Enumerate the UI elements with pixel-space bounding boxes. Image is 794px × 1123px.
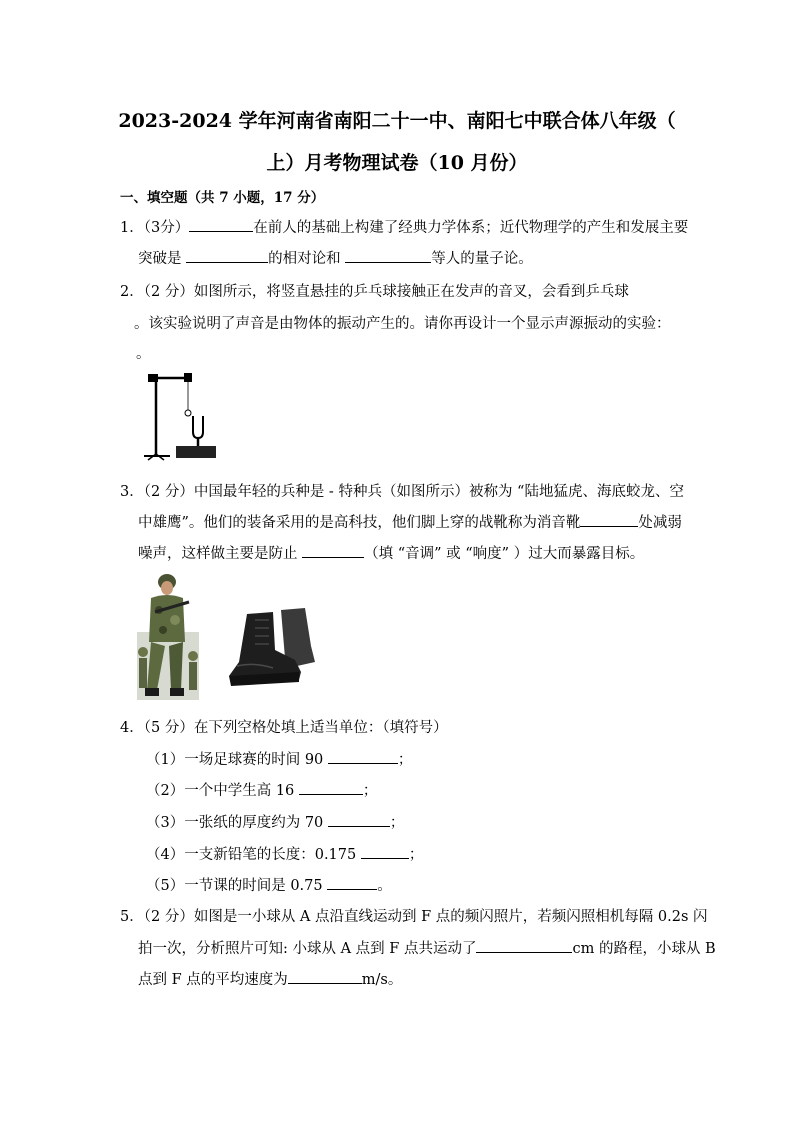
q3-text-3: 处减弱 <box>638 515 682 531</box>
q4-blank-1[interactable] <box>328 749 398 764</box>
q1-line1 <box>120 216 688 237</box>
q3-score: （2 分） <box>143 484 194 500</box>
q4-item-3 <box>146 811 404 832</box>
q5-text: 如图是一小球从 A 点沿直线运动到 F 点的频闪照片，若频闪照相机每隔 0.2s 闪 <box>193 909 708 925</box>
q4-blank-5[interactable] <box>327 875 377 890</box>
q5-blank-2[interactable] <box>288 969 362 984</box>
q1-number: 1． <box>120 220 144 236</box>
q4-text: 在下列空格处填上适当单位：（填符号） <box>193 720 448 736</box>
q4-item-end: ； <box>362 783 378 799</box>
q4-item-label: （2）一个中学生高 16 <box>146 783 299 799</box>
q4-item-1 <box>146 748 412 769</box>
q2-line1 <box>120 280 629 301</box>
q4-blank-3[interactable] <box>328 812 390 827</box>
combat-boot-photo <box>225 606 317 690</box>
q4-score: （5 分） <box>143 720 194 736</box>
q5-line2 <box>138 937 716 958</box>
q1-blank-1[interactable] <box>189 217 253 232</box>
page-title-line2: 上）月考物理试卷（10 月份） <box>266 152 528 174</box>
page-title-line1: 2023-2024 学年河南省南阳二十一中、南阳七中联合体八年级（ <box>118 110 676 132</box>
q5-line1 <box>120 905 708 926</box>
q1-blank-2[interactable] <box>186 248 268 263</box>
q4-number: 4． <box>120 720 144 736</box>
q4-blank-4[interactable] <box>361 844 409 859</box>
q3-text-4: 噪声，这样做主要是防止 <box>138 546 303 562</box>
tuning-fork-figure <box>140 366 220 466</box>
q3-line1 <box>120 480 684 501</box>
tuning-fork <box>193 416 203 438</box>
q5-text-4: 点到 F 点的平均速度为 <box>138 972 288 988</box>
q4-item-end: ； <box>389 815 405 831</box>
q1-line2 <box>138 247 533 268</box>
q4-item-label: （5）一节课的时间是 0.75 <box>146 878 328 894</box>
q3-blank-2[interactable] <box>302 543 364 558</box>
q4-line1 <box>120 716 448 737</box>
resonance-box <box>176 446 216 458</box>
q4-item-4 <box>146 843 423 864</box>
q5-score: （2 分） <box>143 909 194 925</box>
q4-item-label: （4）一支新铅笔的长度：0.175 <box>146 847 361 863</box>
q4-item-end: 。 <box>377 878 392 894</box>
section-heading: 一、填空题（共 7 小题，17 分） <box>120 190 325 206</box>
q2-number: 2． <box>120 284 144 300</box>
q4-item-end: ； <box>408 847 424 863</box>
q3-text-5: （填 “音调” 或 “响度” ）过大而暴露目标。 <box>364 546 645 562</box>
q3-text-2: 中雄鹰”。他们的装备采用的是高科技，他们脚上穿的战靴称为消音靴 <box>138 515 581 531</box>
q4-blank-2[interactable] <box>299 780 363 795</box>
q1-blank-3[interactable] <box>345 248 431 263</box>
q1-score: （3分） <box>143 220 190 236</box>
q5-text-3: cm 的路程，小球从 B <box>572 941 716 957</box>
q4-item-label: （1）一场足球赛的时间 90 <box>146 752 328 768</box>
q5-text-2: 拍一次，分析照片可知: 小球从 A 点到 F 点共运动了 <box>138 941 477 957</box>
q2-line3: 。 <box>136 346 151 362</box>
q4-item-5 <box>146 874 392 895</box>
q1-text-4: 等人的量子论。 <box>431 251 533 267</box>
q3-text: 中国最年轻的兵种是 - 特种兵（如图所示）被称为 “陆地猛虎、海底蛟龙、空 <box>193 484 684 500</box>
q4-item-2 <box>146 779 377 800</box>
q5-blank-1[interactable] <box>476 938 572 953</box>
special-forces-soldier-photo <box>137 572 199 700</box>
q2-text: 如图所示，将竖直悬挂的乒乓球接触正在发声的音叉，会看到乒乓球 <box>193 284 629 300</box>
q1-text-2: 突破是 <box>138 251 187 267</box>
q1-text: 在前人的基础上构建了经典力学体系；近代物理学的产生和发展主要 <box>253 220 689 236</box>
q3-blank-1[interactable] <box>580 512 638 527</box>
q5-text-5: m/s。 <box>361 972 403 988</box>
q4-item-label: （3）一张纸的厚度约为 70 <box>146 815 328 831</box>
q3-line3 <box>138 542 644 563</box>
q5-line3 <box>138 968 402 989</box>
q4-item-end: ； <box>397 752 413 768</box>
q1-text-3: 的相对论和 <box>268 251 346 267</box>
q2-score: （2 分） <box>143 284 194 300</box>
q5-number: 5． <box>120 909 144 925</box>
q2-line2: 。该实验说明了声音是由物体的振动产生的。请你再设计一个显示声源振动的实验： <box>134 316 671 332</box>
q3-line2 <box>138 511 682 532</box>
q3-number: 3． <box>120 484 144 500</box>
ping-pong-ball <box>185 410 191 416</box>
